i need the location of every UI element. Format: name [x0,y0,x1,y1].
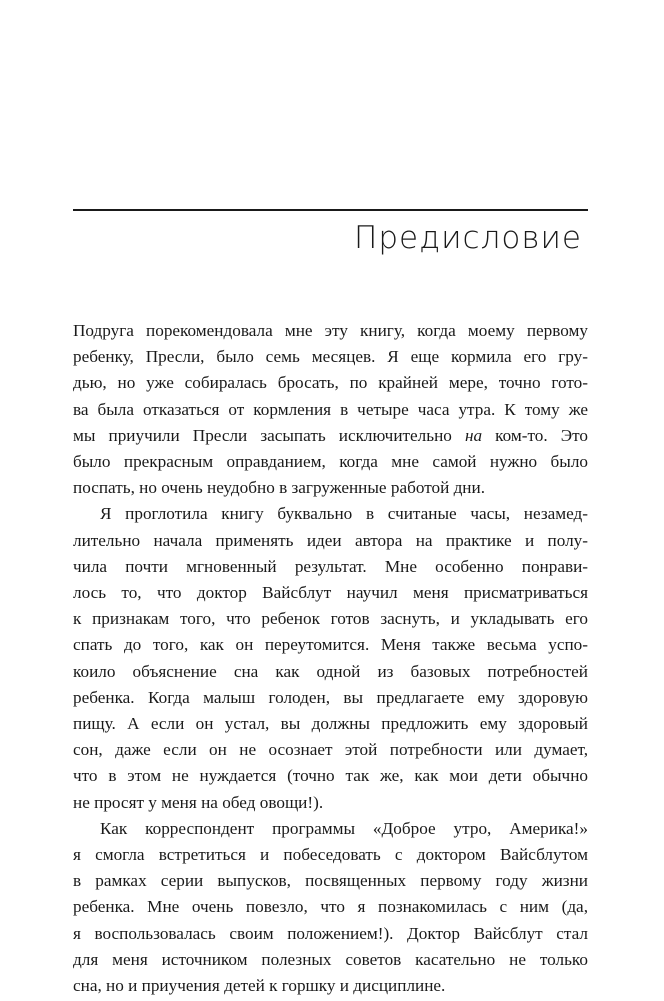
text-line: поспать, но очень неудобно в загруженные работой дни. [73,478,486,498]
text-line: в рамках серии выпусков, посвященных первому году жизни [73,871,588,891]
text-line: ребенка. Когда малыш голоден, вы предлагаете ему здоровую [73,687,588,707]
text-line: ва была отказаться от кормления в четыре часа утра. К тому же [73,399,588,419]
text-line: было прекрасным оправданием, когда мне самой нужно было [73,452,588,472]
text-line: ребенка. Мне очень повезло, что я познакомилась с ним (да, [73,897,588,917]
text-line: к признакам того, что ребенок готов заснуть, и укладывать его [73,609,588,629]
text-line: лось то, что доктор Вайсблут научил меня присматриваться [73,583,588,603]
text-line: я воспользовалась своим положением!). Доктор Вайсблут стал [73,923,588,943]
text-line: чила почти мгновенный результат. Мне особенно понрави- [73,556,588,576]
text-line: Я проглотила книгу буквально в считаные часы, незамед- [100,504,588,524]
paragraph-3 [73,816,588,999]
text-line-head: мы приучили Пресли засыпать исключительно [73,425,465,445]
text-line: я смогла встретиться и побеседовать с доктором Вайсблутом [73,845,588,865]
chapter-title: Предисловие [354,220,582,256]
paragraph-2 [73,501,588,815]
text-line: сон, даже если он не осознает этой потребности или думает, [73,740,588,760]
text-line: Как корреспондент программы «Доброе утро, Америка!» [100,818,588,838]
paragraph-1 [73,318,588,501]
text-line: ребенку, Пресли, было семь месяцев. Я еще кормила его гру- [73,347,588,367]
text-line: сна, но и приучения детей к горшку и дисциплине. [73,976,446,996]
text-line: дью, но уже собиралась бросать, по крайней мере, точно гото- [73,373,588,393]
text-line: Подруга порекомендовала мне эту книгу, когда моему первому [73,321,588,340]
text-line-tail: ком-то. Это [482,425,589,445]
text-line: что в этом не нуждается (точно так же, как мои дети обычно [73,766,588,786]
italic-word: на [464,425,483,445]
text-line: пищу. А если он устал, вы должны предложить ему здоровый [73,714,588,734]
text-line: спать до того, как он переутомится. Меня также весьма успо- [73,635,588,655]
text-line: для меня источником полезных советов касательно не только [73,949,588,969]
chapter-rule [73,209,588,211]
text-line: коило объяснение сна как одной из базовых потребностей [73,661,588,681]
text-line [73,423,588,449]
text-line: не просят у меня на обед овощи!). [73,792,324,812]
text-line: лительно начала применять идеи автора на практике и полу- [73,530,588,550]
body-text [73,318,588,999]
